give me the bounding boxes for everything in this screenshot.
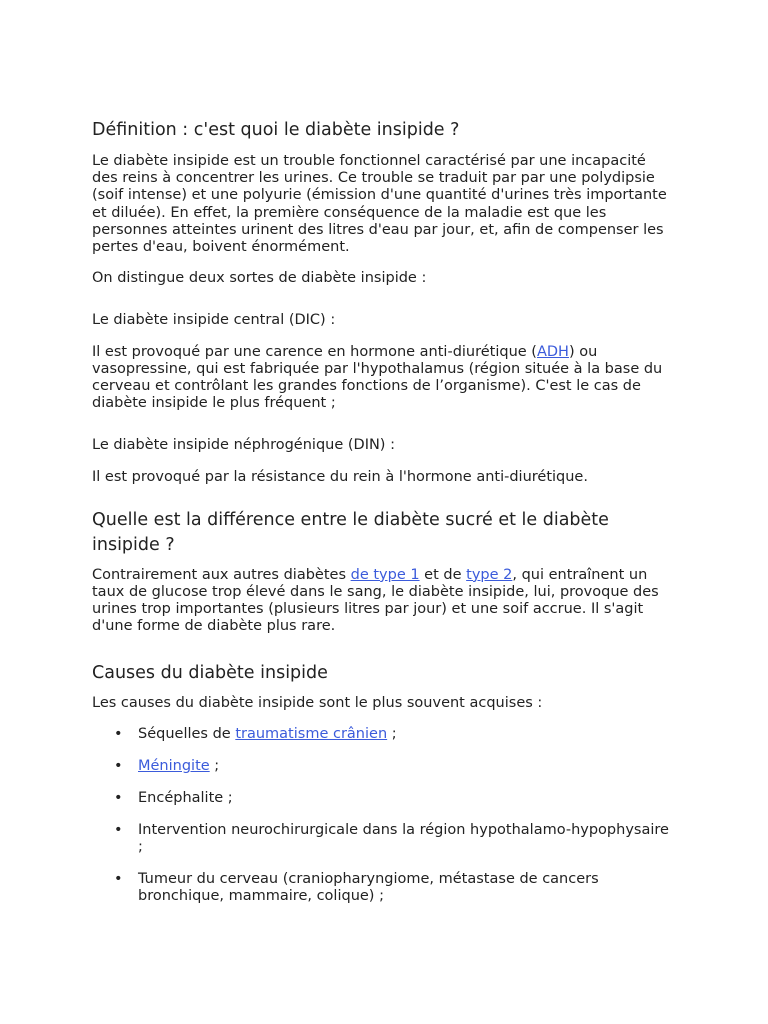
difference-paragraph bbox=[92, 567, 676, 636]
item-suffix: ; bbox=[209, 757, 220, 774]
bullet: • bbox=[114, 789, 123, 806]
list-item bbox=[92, 822, 676, 856]
two-kinds-paragraph: On distingue deux sortes de diabète insipide : bbox=[92, 270, 427, 287]
bullet: • bbox=[114, 757, 123, 774]
item-suffix: ; bbox=[387, 725, 397, 742]
difference-text-3: , qui entraînent un taux de glucose trop élevé dans le sang, le diabète insipide, lui, provoque des urines trop importantes (plusieurs litres par jour) et une soif accrue. Il s'agit d'une forme de diabète plus rare. bbox=[92, 566, 659, 635]
item-text: Tumeur du cerveau (craniopharyngiome, métastase de cancers bronchique, mammaire, colique) ; bbox=[138, 871, 599, 905]
dic-text-before: Il est provoqué par une carence en hormone anti-diurétique ( bbox=[92, 343, 537, 360]
bullet: • bbox=[114, 821, 123, 838]
definition-paragraph: Le diabète insipide est un trouble fonctionnel caractérisé par une incapacité des reins à concentrer les urines. Ce trouble se traduit par par une polydipsie (soif intense) et une polyurie (émission d'une quantité d'urines très importante et diluée). En effet, la première conséquence de la maladie est que les personnes atteintes urinent des litres d'eau par jour, et, afin de compenser les pertes d'eau, boivent énormément. bbox=[92, 153, 667, 256]
dic-paragraph bbox=[92, 344, 676, 413]
difference-text-1: Contrairement aux autres diabètes bbox=[92, 566, 351, 583]
dic-text-after: ) ou vasopressine, qui est fabriquée par l'hypothalamus (région située à la base du cerveau et contrôlant les grandes fonctions de l’organisme). C'est le cas de diabète insipide le plus fréquent ; bbox=[92, 343, 663, 412]
list-item bbox=[92, 758, 676, 775]
causes-list bbox=[92, 726, 676, 906]
causes-intro: Les causes du diabète insipide sont le plus souvent acquises : bbox=[92, 694, 543, 711]
difference-heading: Quelle est la différence entre le diabète sucré et le diabète insipide ? bbox=[92, 509, 609, 555]
item-text: Intervention neurochirurgicale dans la région hypothalamo-hypophysaire ; bbox=[138, 821, 669, 856]
difference-text-2: et de bbox=[419, 566, 467, 583]
din-title: Le diabète insipide néphrogénique (DIN) : bbox=[92, 437, 395, 454]
list-item bbox=[92, 726, 676, 743]
adh-link[interactable]: ADH bbox=[536, 343, 569, 360]
bullet: • bbox=[114, 725, 123, 742]
item-text: Encéphalite ; bbox=[138, 789, 233, 806]
traumatisme-cranien-link[interactable]: traumatisme crânien bbox=[235, 725, 388, 742]
type-1-link[interactable]: de type 1 bbox=[350, 566, 420, 583]
din-paragraph: Il est provoqué par la résistance du rein à l'hormone anti-diurétique. bbox=[92, 468, 588, 485]
type-2-link[interactable]: type 2 bbox=[466, 566, 513, 583]
definition-heading: Définition : c'est quoi le diabète insipide ? bbox=[92, 120, 460, 140]
item-text: Séquelles de bbox=[138, 725, 236, 742]
list-item bbox=[92, 790, 676, 807]
bullet: • bbox=[114, 871, 123, 888]
dic-title: Le diabète insipide central (DIC) : bbox=[92, 312, 336, 329]
causes-heading: Causes du diabète insipide bbox=[92, 662, 328, 683]
meningite-link[interactable]: Méningite bbox=[138, 757, 210, 774]
list-item bbox=[92, 871, 676, 905]
